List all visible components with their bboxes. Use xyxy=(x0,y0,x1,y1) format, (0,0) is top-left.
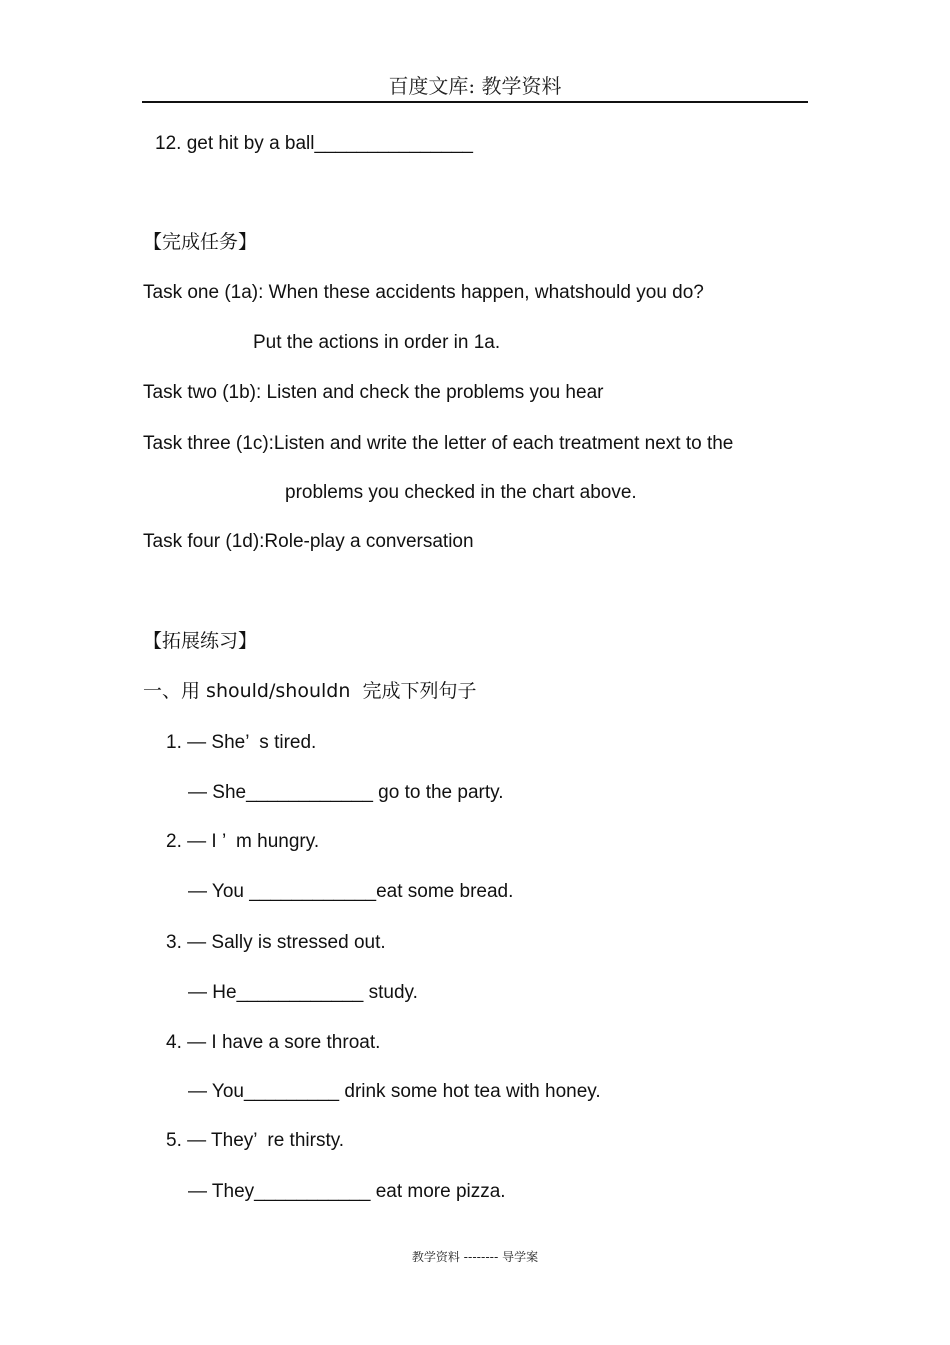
answer-2: — You ____________eat some bread. xyxy=(188,881,514,902)
answer-1: — She____________ go to the party. xyxy=(188,782,504,803)
answer-4: — You_________ drink some hot tea with honey. xyxy=(188,1081,601,1102)
question-4: 4. — I have a sore throat. xyxy=(166,1032,381,1053)
question-1: 1. — She’ s tired. xyxy=(166,732,317,753)
section-heading-complete-task: 【完成任务】 xyxy=(143,231,258,253)
task-three-continuation: problems you checked in the chart above. xyxy=(285,482,637,503)
page-header-title: 百度文库: 教学资料 xyxy=(388,74,562,98)
answer-5: — They___________ eat more pizza. xyxy=(188,1181,506,1202)
task-two: Task two (1b): Listen and check the problems you hear xyxy=(143,382,604,403)
header-rule xyxy=(142,101,808,103)
exercise-instruction: 一、用 should/shouldn 完成下列句子 xyxy=(143,680,477,702)
question-2: 2. — I ’ m hungry. xyxy=(166,831,320,852)
question-3: 3. — Sally is stressed out. xyxy=(166,932,386,953)
question-5: 5. — They’ re thirsty. xyxy=(166,1130,345,1151)
answer-3: — He____________ study. xyxy=(188,982,418,1003)
page-footer: 教学资料 -------- 导学案 xyxy=(411,1250,539,1264)
section-heading-extension: 【拓展练习】 xyxy=(143,630,258,652)
task-one: Task one (1a): When these accidents happen, whatshould you do? xyxy=(143,282,704,303)
task-four: Task four (1d):Role-play a conversation xyxy=(143,531,474,552)
exercise-item-12: 12. get hit by a ball_______________ xyxy=(155,133,473,154)
task-three: Task three (1c):Listen and write the letter of each treatment next to the xyxy=(143,433,734,454)
task-one-continuation: Put the actions in order in 1a. xyxy=(253,332,501,353)
